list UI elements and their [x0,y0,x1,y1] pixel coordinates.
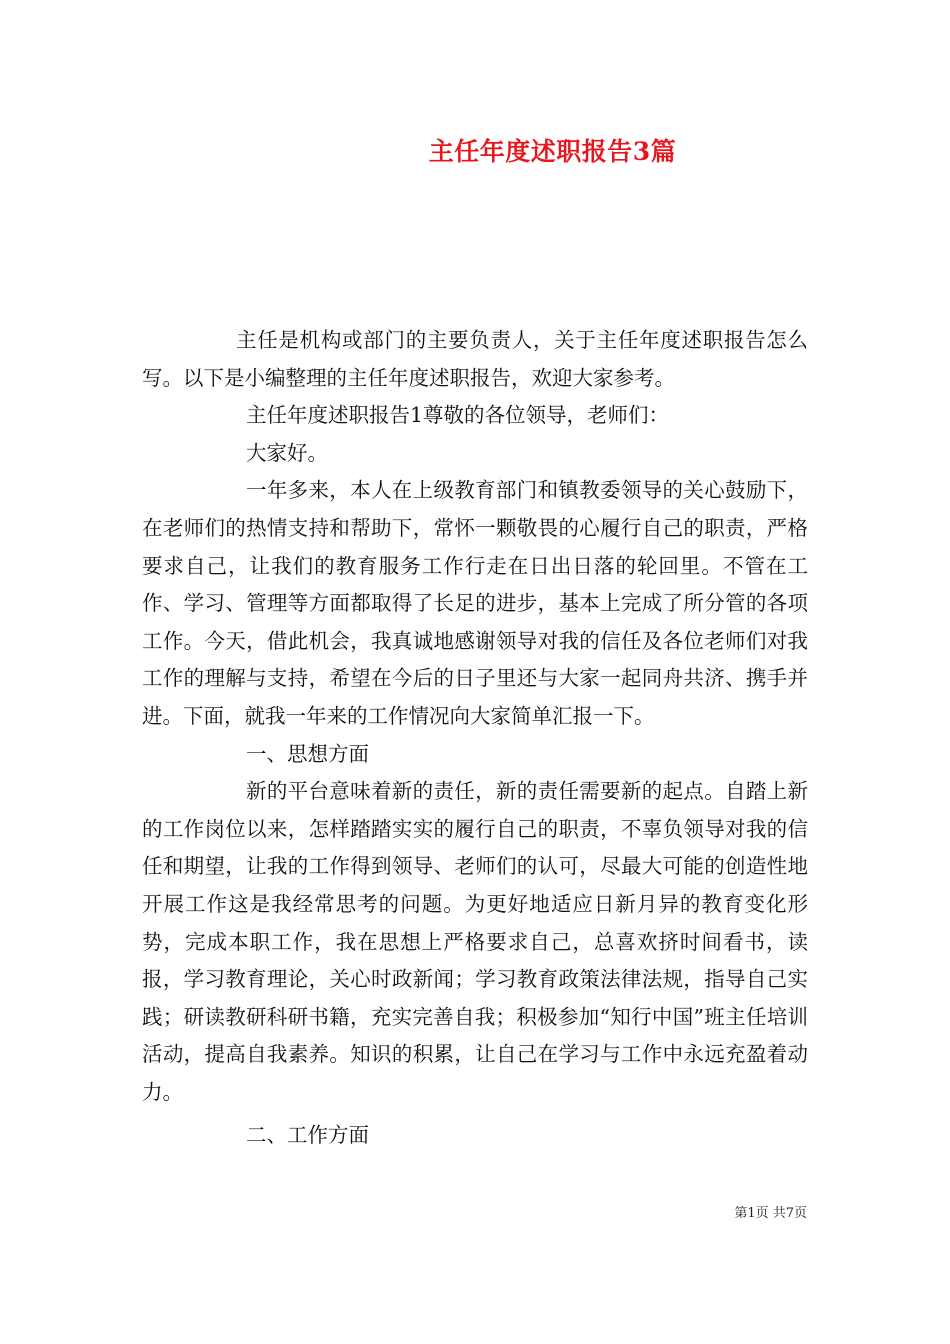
paragraph-thought: 新的平台意味着新的责任，新的责任需要新的起点。自踏上新的工作岗位以来，怎样踏踏实实的履行自己的职责，不辜负领导对我的信任和期望，让我的工作得到领导、老师们的认可，尽最大可能的创造性地开展工作这是我经常思考的问题。为更好地适应日新月异的教育变化形势，完成本职工作，我在思想上严格要求自己，总喜欢挤时间看书，读报，学习教育理论，关心时政新闻；学习教育政策法律法规，指导自己实践；研读教研科研书籍，充实完善自我；积极参加“知行中国”班主任培训活动，提高自我素养。知识的积累，让自己在学习与工作中永远充盈着动力。 [142,779,808,1104]
paragraph-greeting: 大家好。 [246,440,328,465]
section-heading-work: 二、工作方面 [246,1123,369,1148]
paragraph-overview: 一年多来，本人在上级教育部门和镇教委领导的关心鼓励下，在老师们的热情支持和帮助下，常怀一颗敬畏的心履行自己的职责，严格要求自己，让我们的教育服务工作行走在日出日落的轮回里。不管在工作、学习、管理等方面都取得了长足的进步，基本上完成了所分管的各项工作。今天，借此机会，我真诚地感谢领导对我的信任及各位老师们对我工作的理解与支持，希望在今后的日子里还与大家一起同舟共济、携手并进。下面，就我一年来的工作情况向大家简单汇报一下。 [142,478,808,728]
document-title: 主任年度述职报告3篇 [428,137,677,166]
section-heading-thought: 一、思想方面 [246,741,369,766]
document-body [142,322,808,1155]
paragraph-intro: 主任是机构或部门的主要负责人，关于主任年度述职报告怎么写。以下是小编整理的主任年度述职报告，欢迎大家参考。 [142,328,808,390]
page-number: 第1页 共7页 [734,1206,807,1221]
paragraph-report-heading: 主任年度述职报告1尊敬的各位领导，老师们： [246,403,670,428]
